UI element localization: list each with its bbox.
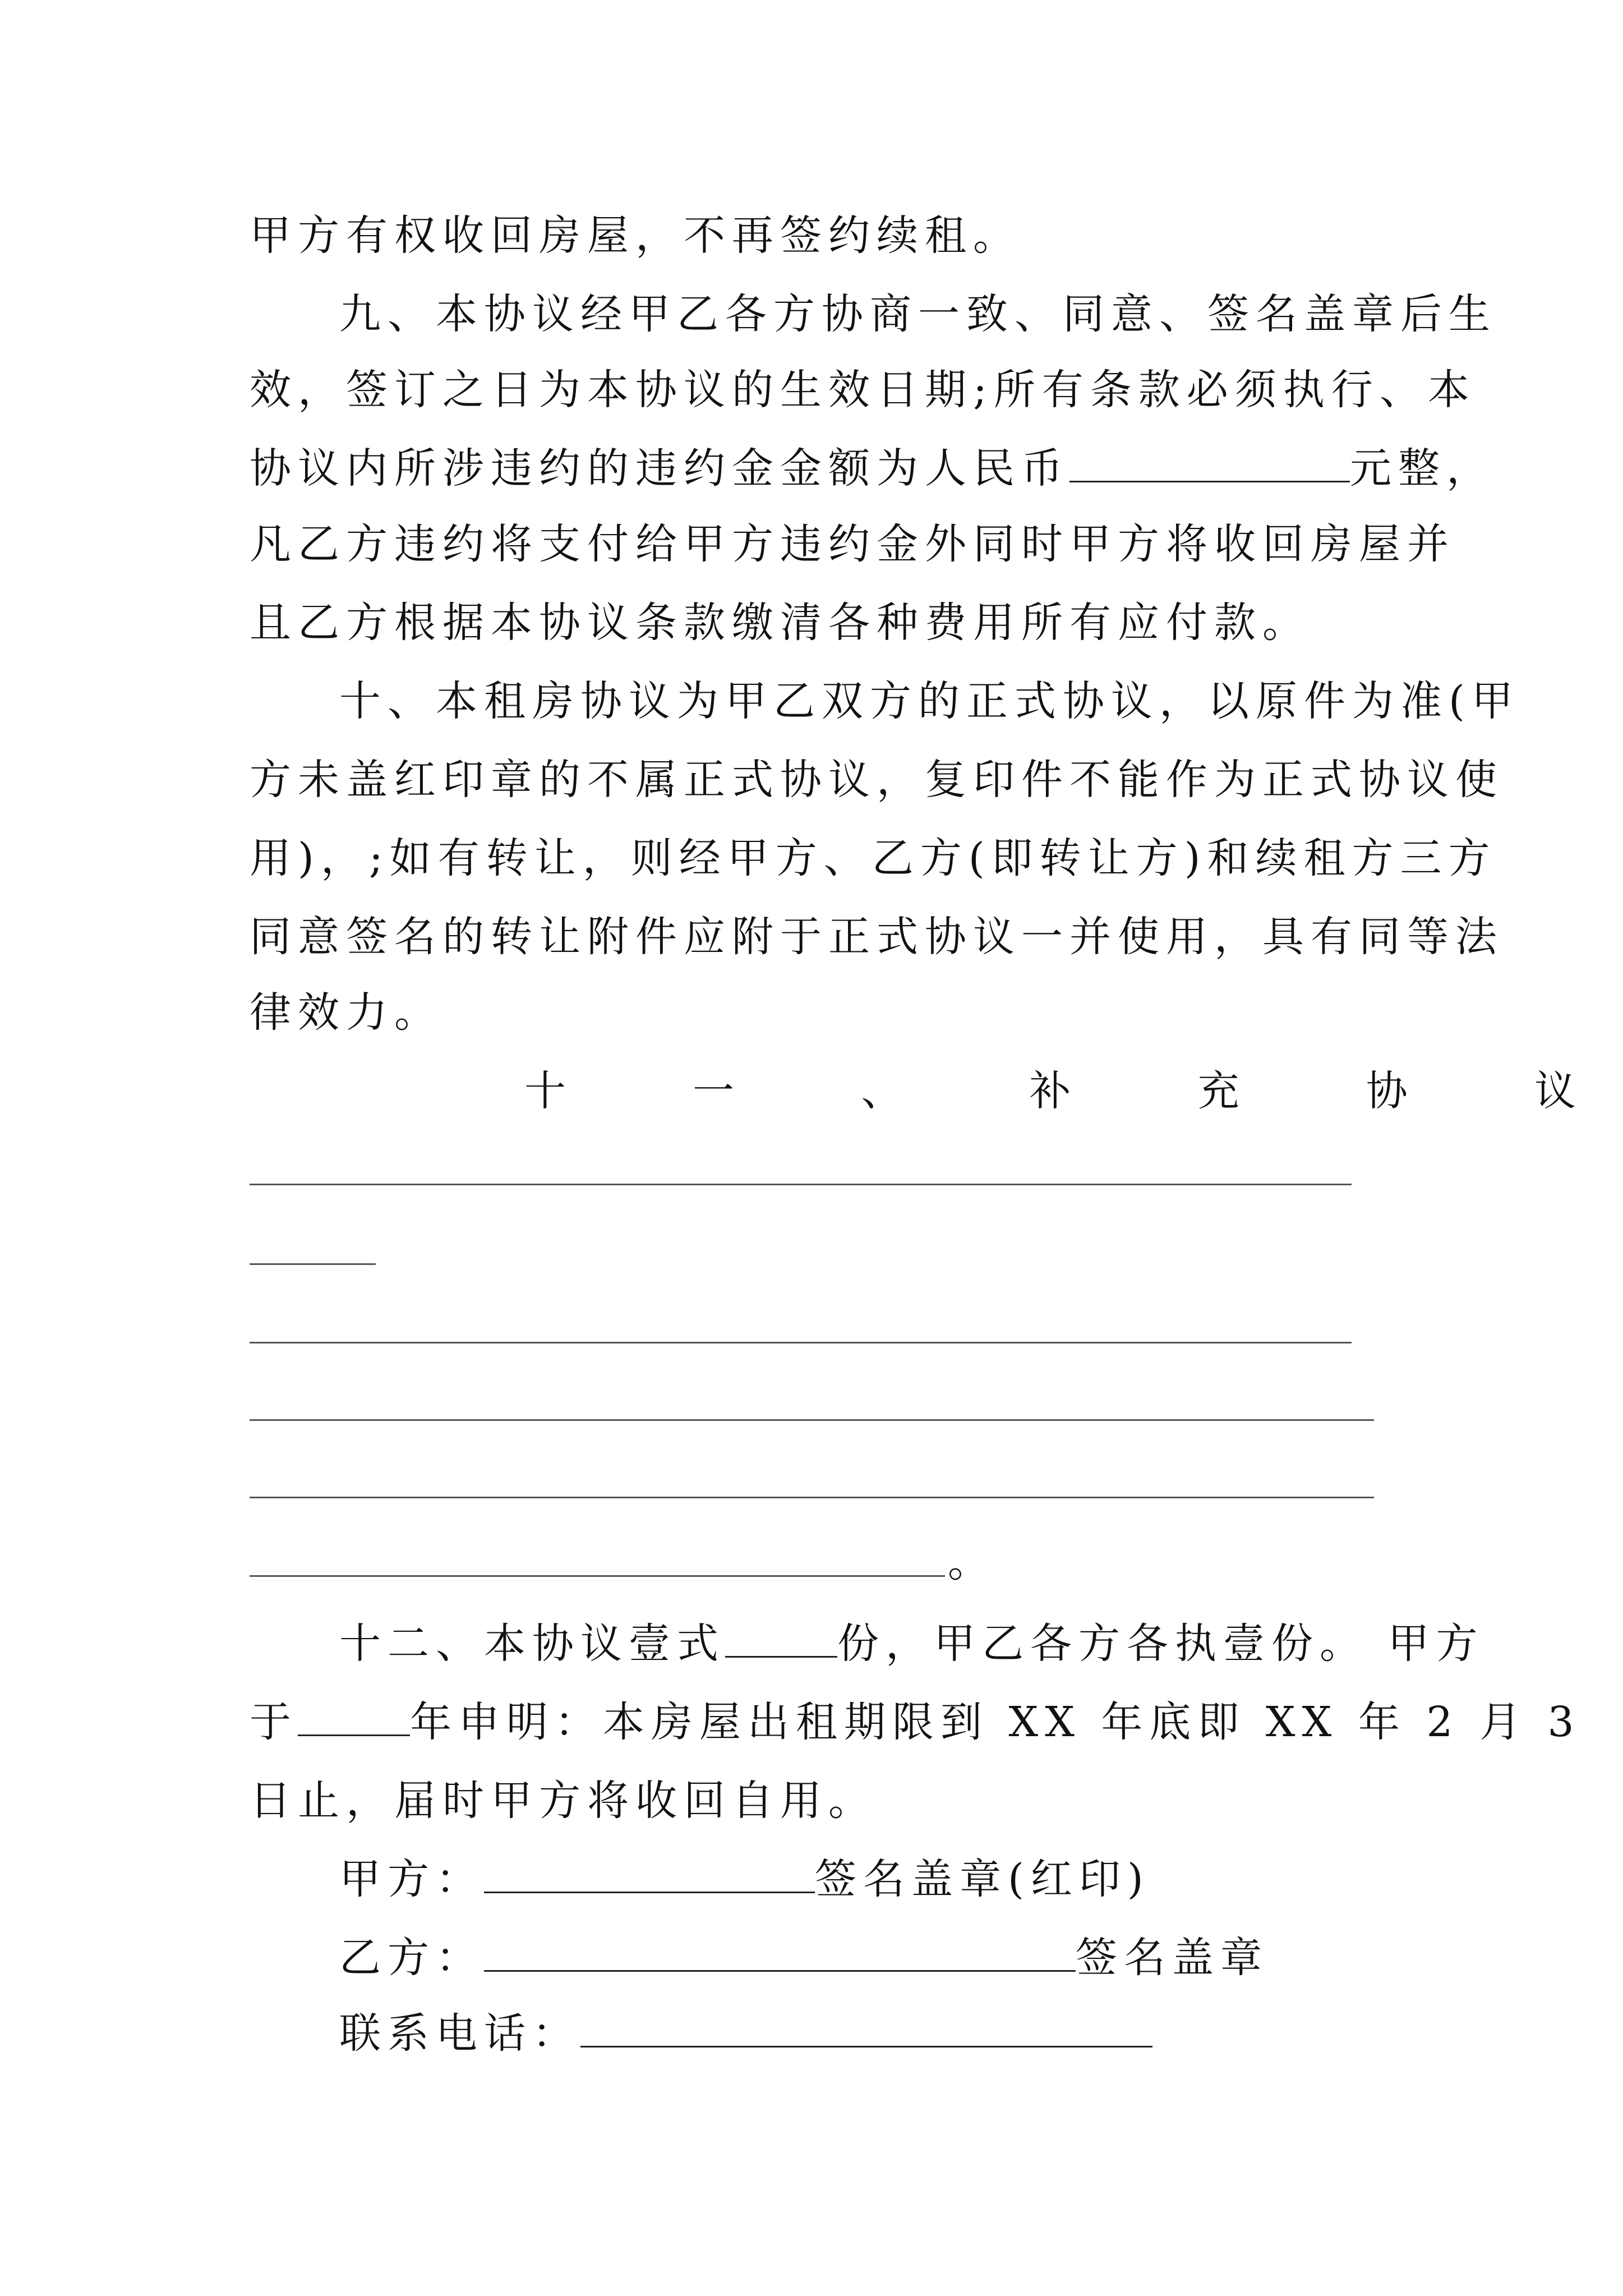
- penalty-amount-blank[interactable]: [1069, 446, 1350, 482]
- party-a-label: 甲方：: [339, 1855, 484, 1903]
- heading-char: 协: [1366, 1067, 1408, 1115]
- supplement-blank-line[interactable]: [250, 1184, 1352, 1185]
- heading-char: 充: [1197, 1067, 1239, 1115]
- text-line: 甲方有权收回房屋，不再签约续租。: [250, 211, 1021, 260]
- clause-10-line: 十、本租房协议为甲乙双方的正式协议，以原件为准(甲: [339, 677, 1520, 725]
- text-segment: 十二、本协议壹式: [339, 1619, 725, 1668]
- supplement-blank-line[interactable]: [250, 1419, 1374, 1421]
- text-line: 凡乙方违约将支付给甲方违约金外同时甲方将收回房屋并: [250, 520, 1455, 568]
- clause-9-line: 九、本协议经甲乙各方协商一致、同意、签名盖章后生: [339, 290, 1497, 338]
- supplement-blank-line[interactable]: [250, 1342, 1352, 1343]
- clause-12-line: [339, 1616, 1483, 1672]
- year-blank[interactable]: [298, 1700, 410, 1736]
- phone-blank[interactable]: [580, 2011, 1152, 2047]
- text-line: 律效力。: [250, 988, 442, 1037]
- phone-line: [339, 2005, 1483, 2062]
- text-segment: 年申明：本房屋出租期限到 XX 年底即 XX 年 2 月 3: [410, 1698, 1581, 1746]
- end-mark: 。: [948, 1538, 996, 1586]
- text-line: 同意签名的转让附件应附于正式协议一并使用，具有同等法: [250, 913, 1504, 961]
- supplement-blank-line[interactable]: [250, 1497, 1374, 1498]
- heading-char: 、: [861, 1067, 903, 1115]
- supplement-blank-line[interactable]: [250, 1263, 376, 1265]
- text-segment: 份，甲乙各方各执壹份。 甲方: [837, 1619, 1484, 1668]
- supplement-blank-line[interactable]: [250, 1575, 945, 1577]
- text-line: [250, 1694, 1581, 1750]
- party-b-label: 乙方：: [339, 1934, 484, 1982]
- text-line: [250, 440, 1495, 496]
- heading-char: 一: [693, 1067, 735, 1115]
- party-a-signature-blank[interactable]: [484, 1857, 815, 1893]
- heading-char: 议: [1534, 1067, 1576, 1115]
- party-b-signature-blank[interactable]: [484, 1935, 1076, 1972]
- clause-11-heading: [524, 1063, 1576, 1119]
- text-line: 效，签订之日为本协议的生效日期;所有条款必须执行、本: [250, 366, 1476, 414]
- text-segment: 于: [250, 1698, 298, 1746]
- party-a-suffix: 签名盖章(红印): [815, 1855, 1150, 1903]
- heading-char: 十: [524, 1067, 566, 1115]
- phone-label: 联系电话：: [339, 2009, 580, 2058]
- text-segment: 元整，: [1350, 444, 1495, 493]
- party-b-signature-line: [339, 1930, 1483, 1986]
- text-line: 日止，届时甲方将收回自用。: [250, 1777, 877, 1825]
- text-line: 方未盖红印章的不属正式协议，复印件不能作为正式协议使: [250, 756, 1504, 804]
- text-segment: 协议内所涉违约的违约金金额为人民币: [250, 444, 1069, 493]
- heading-char: 补: [1029, 1067, 1071, 1115]
- party-a-signature-line: [339, 1851, 1483, 1907]
- party-b-suffix: 签名盖章: [1076, 1934, 1269, 1982]
- text-line: 且乙方根据本协议条款缴清各种费用所有应付款。: [250, 599, 1311, 647]
- copies-blank[interactable]: [725, 1621, 837, 1658]
- text-line: 用)，;如有转让，则经甲方、乙方(即转让方)和续租方三方: [250, 834, 1497, 882]
